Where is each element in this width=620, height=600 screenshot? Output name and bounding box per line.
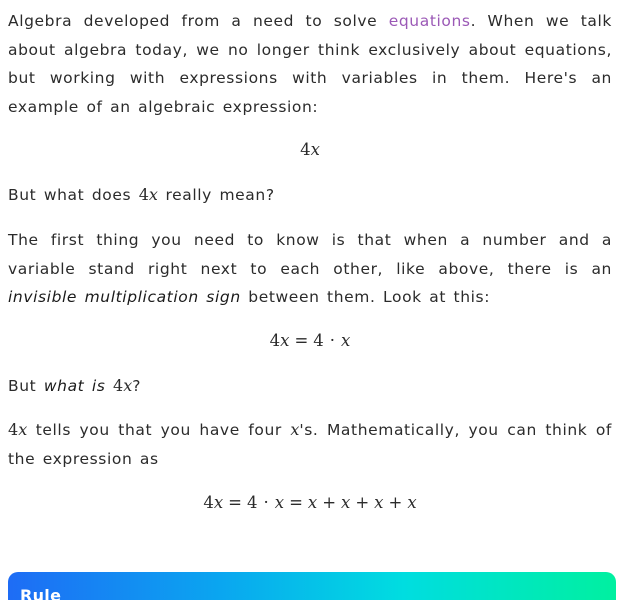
display-equation-repeated-addition — [8, 489, 612, 517]
inline-math-4x — [139, 185, 158, 204]
coefficient: 4 — [300, 140, 311, 160]
variable: x — [18, 420, 28, 440]
lhs-variable: x — [213, 492, 224, 512]
explanation-text-end: between them. Look at this: — [240, 288, 491, 307]
mid-coefficient: 4 — [247, 492, 258, 512]
question-paragraph — [8, 181, 612, 210]
explanation2-text: tells you that you have four — [27, 421, 291, 440]
rhs-coefficient: 4 — [313, 330, 324, 350]
term-x: x — [374, 492, 384, 512]
inline-math-4x — [8, 420, 27, 439]
inline-math-4x — [113, 376, 132, 395]
plus-sign: + — [355, 492, 370, 512]
term-x: x — [307, 492, 318, 512]
mid-variable: x — [274, 492, 285, 512]
intro-text-continued: . When we talk about algebra today, we no longer think exclusively about equations, but working with expressions with variables in them. Here's an example of an algebraic expression: — [8, 12, 612, 116]
multiplication-dot: · — [329, 330, 336, 350]
equals-sign: = — [289, 492, 303, 512]
lhs-coefficient: 4 — [269, 330, 281, 350]
multiplication-dot: · — [263, 492, 269, 512]
explanation2-paragraph — [8, 416, 612, 473]
term-x: x — [341, 492, 351, 512]
explanation2-text-end: 's. Mathematically, you can think of the expression as — [8, 421, 612, 468]
variable: x — [123, 375, 133, 395]
inline-math-x: x — [290, 420, 300, 440]
term-x: x — [407, 492, 417, 512]
question2-text: But — [8, 376, 44, 395]
intro-text: Algebra developed from a need to solve — [8, 12, 389, 30]
rhs-variable: x — [341, 330, 351, 350]
plus-sign: + — [388, 492, 403, 512]
lhs-coefficient: 4 — [203, 492, 214, 512]
coefficient: 4 — [8, 420, 19, 440]
equals-sign: = — [228, 492, 242, 512]
question2-end: ? — [132, 376, 142, 395]
question-text: But what does — [8, 186, 139, 205]
emphasis-invisible-multiplication: invisible multiplication sign — [8, 288, 241, 307]
equals-sign: = — [294, 330, 309, 350]
explanation-paragraph — [8, 226, 612, 312]
display-expression-4x — [8, 136, 612, 164]
question2-emphasis: what is — [43, 376, 113, 395]
question2-paragraph — [8, 372, 612, 401]
display-equation-multiplication — [8, 327, 612, 355]
explanation-text: The first thing you need to know is that when a number and a variable stand right next to each other, like above, there is an — [8, 230, 612, 278]
intro-paragraph — [8, 0, 612, 121]
variable: x — [148, 185, 158, 205]
plus-sign: + — [322, 492, 337, 512]
question-text-end: really mean? — [157, 186, 275, 205]
lhs-variable: x — [280, 330, 290, 350]
equations-link[interactable]: equations — [388, 12, 471, 30]
rule-title: Rule — [20, 586, 62, 600]
coefficient: 4 — [113, 375, 124, 395]
rule-box — [8, 572, 616, 600]
variable: x — [310, 140, 320, 160]
coefficient: 4 — [138, 185, 149, 205]
